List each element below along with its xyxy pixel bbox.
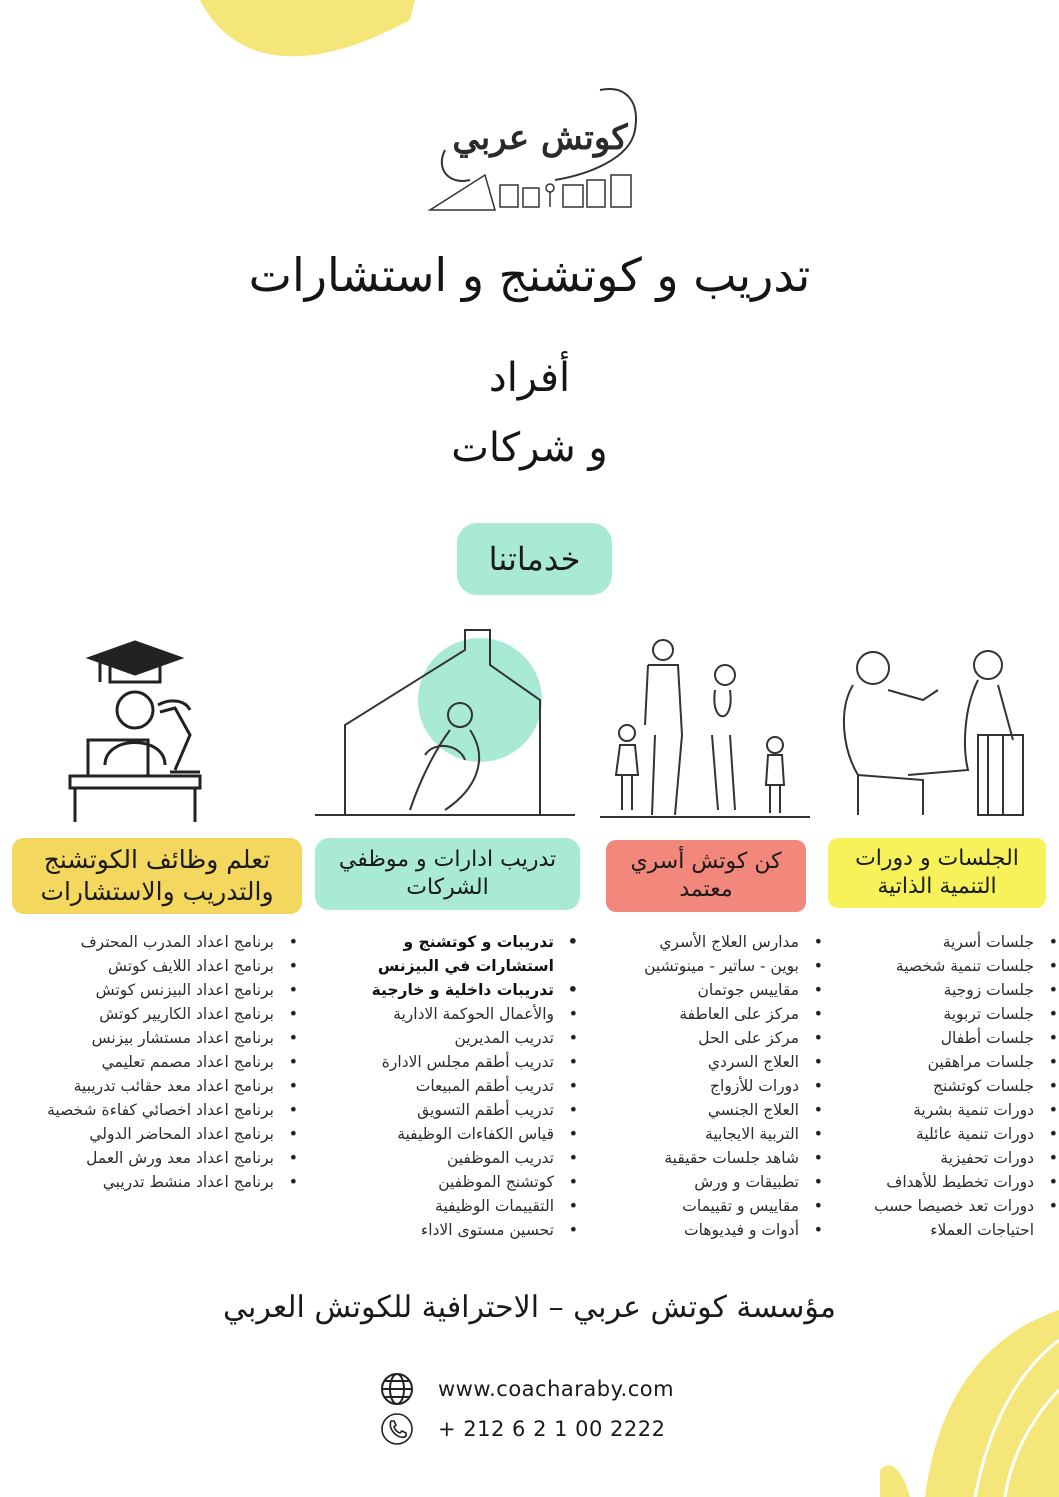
list-item: • كوتشنج الموظفين xyxy=(325,1170,580,1194)
list-item: • تدريبات و كوتشنج و استشارات في البيزنس xyxy=(325,930,580,978)
list-item: • مدارس العلاج الأسري xyxy=(585,930,825,954)
list-item: • دورات للأزواج xyxy=(585,1074,825,1098)
top-yellow-leaf-decoration xyxy=(190,0,420,75)
list-item: • مركز على الحل xyxy=(585,1026,825,1050)
list-item: • جلسات مراهقين xyxy=(820,1050,1059,1074)
list-item: • جلسات تربوية xyxy=(820,1002,1059,1026)
subtitle-companies: و شركات xyxy=(451,425,608,471)
list-item: • جلسات تنمية شخصية xyxy=(820,954,1059,978)
organization-name: مؤسسة كوتش عربي – الاحترافية للكوتش العربي xyxy=(223,1290,836,1325)
list-item: • التقييمات الوظيفية xyxy=(325,1194,580,1218)
list-item: • تحسين مستوى الاداء xyxy=(325,1218,580,1242)
list-item: • برنامج اعداد البيزنس كوتش xyxy=(35,978,300,1002)
category-self-development: الجلسات و دورات التنمية الذاتية xyxy=(828,838,1046,908)
globe-icon xyxy=(380,1372,414,1406)
list-item: • العلاج السردي xyxy=(585,1050,825,1074)
list-item: • برنامج اعداد اللايف كوتش xyxy=(35,954,300,978)
list-self-development xyxy=(820,930,1059,1242)
list-item: • برنامج اعداد المحاضر الدولي xyxy=(35,1122,300,1146)
services-label: خدماتنا xyxy=(457,523,612,595)
list-item: • جلسات زوجية xyxy=(820,978,1059,1002)
list-item: • تدريبات داخلية و خارجية xyxy=(325,978,580,1002)
list-corporate-training xyxy=(325,930,580,1242)
list-item: • تدريب الموظفين xyxy=(325,1146,580,1170)
category-learn-coaching: تعلم وظائف الكوتشنج والتدريب والاستشارات xyxy=(12,838,302,914)
list-item: • والأعمال الحوكمة الادارية xyxy=(325,1002,580,1026)
list-item: • برنامج اعداد اخصائي كفاءة شخصية xyxy=(35,1098,300,1122)
list-item: • تدريب أطقم التسويق xyxy=(325,1098,580,1122)
website-row xyxy=(380,1372,674,1406)
counseling-session-illustration xyxy=(828,640,1033,820)
logo-wordmark: كوتش عربي xyxy=(452,118,628,158)
list-item: • تطبيقات و ورش xyxy=(585,1170,825,1194)
page-title: تدريب و كوتشنج و استشارات xyxy=(248,248,811,302)
list-item: • دورات تخطيط للأهداف xyxy=(820,1170,1059,1194)
list-item: • تدريب أطقم مجلس الادارة xyxy=(325,1050,580,1074)
list-item: • دورات تنمية عائلية xyxy=(820,1122,1059,1146)
list-item: • برنامج اعداد مصمم تعليمي xyxy=(35,1050,300,1074)
list-item: • قياس الكفاءات الوظيفية xyxy=(325,1122,580,1146)
list-item: • جلسات أطفال xyxy=(820,1026,1059,1050)
list-item: • دورات تحفيزية xyxy=(820,1146,1059,1170)
list-item: • أدوات و فيديوهات xyxy=(585,1218,825,1242)
brand-logo xyxy=(425,80,655,220)
list-item: • برنامج اعداد المدرب المحترف xyxy=(35,930,300,954)
graduate-student-illustration xyxy=(60,640,210,825)
subtitle-individuals: أفراد xyxy=(488,355,571,401)
list-item: • مقاييس جوتمان xyxy=(585,978,825,1002)
family-walking-illustration xyxy=(600,635,810,820)
list-item: • مركز على العاطفة xyxy=(585,1002,825,1026)
phone-number[interactable]: + 212 6 2 1 00 2222 xyxy=(438,1417,666,1441)
list-item: • شاهد جلسات حقيقية xyxy=(585,1146,825,1170)
category-corporate-training: تدريب ادارات و موظفي الشركات xyxy=(315,838,580,910)
list-item: • العلاج الجنسي xyxy=(585,1098,825,1122)
list-item: • برنامج اعداد معد ورش العمل xyxy=(35,1146,300,1170)
list-item: • تدريب المديرين xyxy=(325,1026,580,1050)
website-link[interactable]: www.coacharaby.com xyxy=(438,1377,675,1401)
list-learn-coaching xyxy=(35,930,300,1194)
list-item: • دورات تعد خصيصا حسب احتياجات العملاء xyxy=(820,1194,1059,1242)
list-item: • التربية الايجابية xyxy=(585,1122,825,1146)
list-item: • دورات تنمية بشرية xyxy=(820,1098,1059,1122)
house-person-illustration xyxy=(315,620,575,820)
list-item: • بوين - ساتير - مينوتشين xyxy=(585,954,825,978)
list-item: • برنامج اعداد الكاريير كوتش xyxy=(35,1002,300,1026)
phone-row xyxy=(380,1412,665,1446)
list-item: • برنامج اعداد مستشار بيزنس xyxy=(35,1026,300,1050)
list-item: • جلسات أسرية xyxy=(820,930,1059,954)
list-item: • تدريب أطقم المبيعات xyxy=(325,1074,580,1098)
bottom-yellow-leaf-decoration xyxy=(880,1310,1059,1497)
list-family-coach xyxy=(585,930,825,1242)
list-item: • مقاييس و تقييمات xyxy=(585,1194,825,1218)
list-item: • جلسات كوتشنج xyxy=(820,1074,1059,1098)
phone-icon xyxy=(380,1412,414,1446)
list-item: • برنامج اعداد معد حقائب تدريبية xyxy=(35,1074,300,1098)
category-family-coach: كن كوتش أسري معتمد xyxy=(606,840,806,912)
list-item: • برنامج اعداد منشط تدريبي xyxy=(35,1170,300,1194)
